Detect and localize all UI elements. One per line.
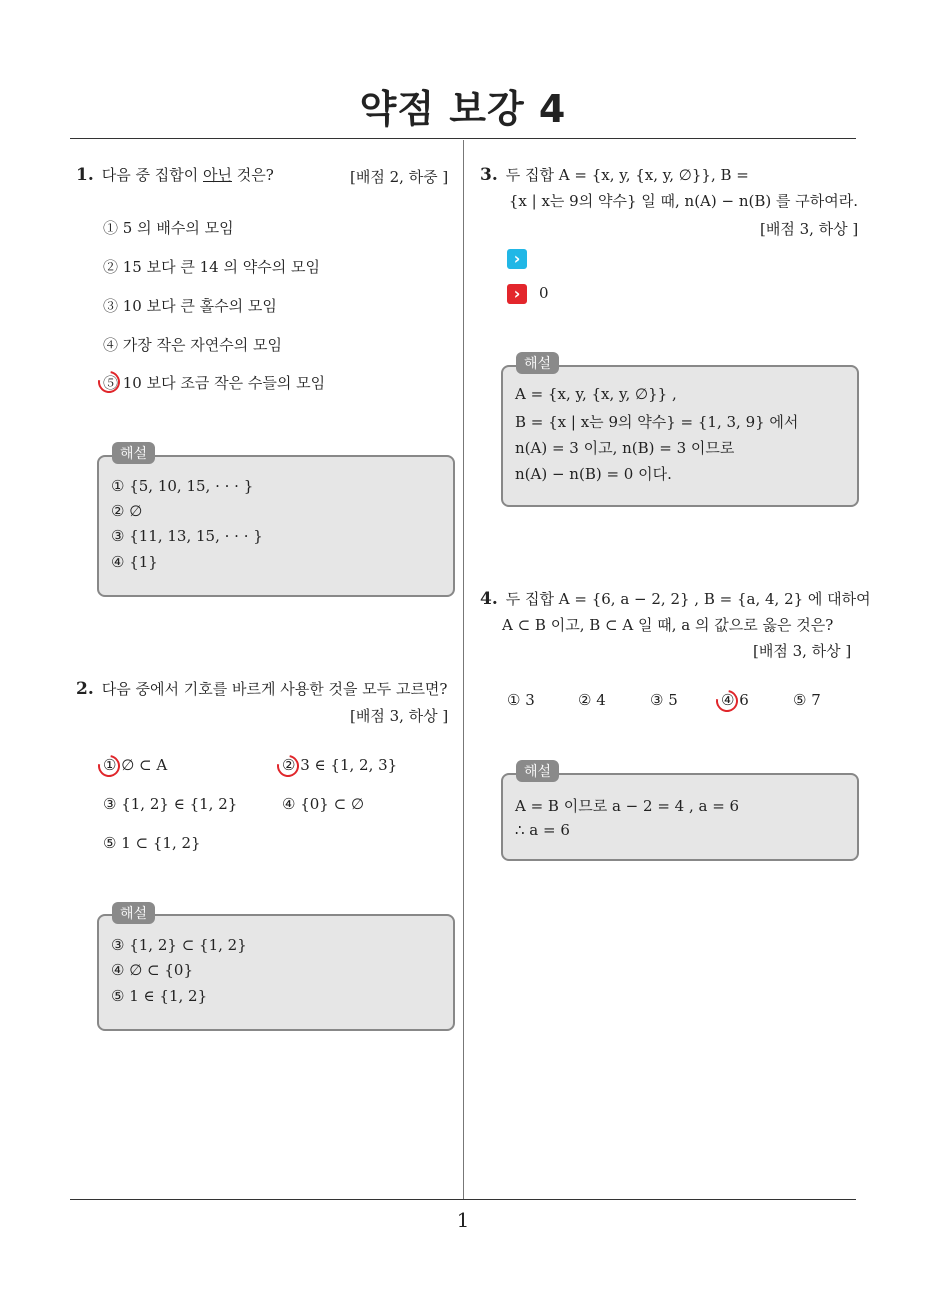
column-divider [463,140,464,1200]
score-label: [배점 2, 하중 ] [350,168,449,186]
question-text: 두 집합 A = {6, a − 2, 2} , B = {a, 4, 2} 에 대하여 [505,590,871,608]
question-text: 두 집합 A = {x, y, {x, y, ∅}}, B = [505,166,749,184]
option-2[interactable]: ② 15 보다 큰 14 의 약수의 모임 [103,258,320,276]
question-4 [480,588,871,636]
chevron-right-icon[interactable]: › [507,249,527,269]
option-1[interactable]: ① 3 [507,691,535,709]
score-label: [배점 3, 하상 ] [760,220,859,238]
option-5[interactable]: ⑤ 1 ⊂ {1, 2} [103,834,201,852]
explanation-line: A = {x, y, {x, y, ∅}} , [515,385,677,403]
top-divider [70,138,856,139]
option-3[interactable]: ③ 5 [650,691,678,709]
option-4[interactable]: ④ 6 [721,691,749,709]
explanation-line: B = {x | x는 9의 약수} = {1, 3, 9} 에서 [515,413,799,431]
option-1[interactable]: ① ∅ ⊂ A [103,756,168,774]
page-number: 1 [456,1208,470,1232]
question-1 [76,164,274,186]
chevron-right-icon[interactable]: › [507,284,527,304]
question-text: {x | x는 9의 약수} 일 때, n(A) − n(B) 를 구하여라. [508,192,858,210]
explanation-box [501,365,859,507]
option-5[interactable]: ⑤ 10 보다 조금 작은 수들의 모임 [103,374,326,392]
question-text: 것은? [231,166,274,184]
explanation-label: 해설 [112,902,155,924]
question-number: 4. [480,589,498,609]
explanation-line: n(A) = 3 이고, n(B) = 3 이므로 [515,439,735,457]
question-text: A ⊂ B 이고, B ⊂ A 일 때, a 의 값으로 옳은 것은? [502,616,834,634]
question-3 [480,164,858,212]
explanation-line: ⑤ 1 ∈ {1, 2} [111,987,208,1005]
option-1[interactable]: ① 5 의 배수의 모임 [103,219,234,237]
question-text: 다음 중 집합이 [101,166,203,184]
explanation-line: A = B 이므로 a − 2 = 4 , a = 6 [515,797,740,815]
question-text: 다음 중에서 기호를 바르게 사용한 것을 모두 고르면? [101,680,448,698]
explanation-line: ③ {11, 13, 15, · · · } [111,527,263,545]
answer-value: 0 [539,284,549,302]
score-label: [배점 3, 하상 ] [350,707,449,725]
explanation-line: n(A) − n(B) = 0 이다. [515,465,672,483]
explanation-line: ④ ∅ ⊂ {0} [111,961,194,979]
explanation-line: ③ {1, 2} ⊂ {1, 2} [111,936,247,954]
explanation-label: 해설 [516,352,559,374]
bottom-divider [70,1199,856,1200]
score-label: [배점 3, 하상 ] [753,642,852,660]
explanation-label: 해설 [112,442,155,464]
explanation-label: 해설 [516,760,559,782]
page-title: 약점 보강 4 [359,87,567,131]
option-4[interactable]: ④ 가장 작은 자연수의 모임 [103,336,282,354]
option-3[interactable]: ③ {1, 2} ∈ {1, 2} [103,795,238,813]
question-number: 3. [480,165,498,185]
explanation-line: ② ∅ [111,502,143,520]
option-2[interactable]: ② 4 [578,691,606,709]
option-3[interactable]: ③ 10 보다 큰 홀수의 모임 [103,297,277,315]
explanation-box [97,914,455,1031]
explanation-box [97,455,455,597]
explanation-line: ④ {1} [111,553,158,571]
question-number: 1. [76,165,94,185]
explanation-line: ∴ a = 6 [515,821,570,839]
explanation-box [501,773,859,861]
option-2[interactable]: ② 3 ∈ {1, 2, 3} [282,756,398,774]
question-2 [76,678,447,700]
option-4[interactable]: ④ {0} ⊂ ∅ [282,795,365,813]
option-5[interactable]: ⑤ 7 [793,691,821,709]
question-text-underlined: 아닌 [203,166,232,184]
question-number: 2. [76,679,94,699]
explanation-line: ① {5, 10, 15, · · · } [111,477,254,495]
